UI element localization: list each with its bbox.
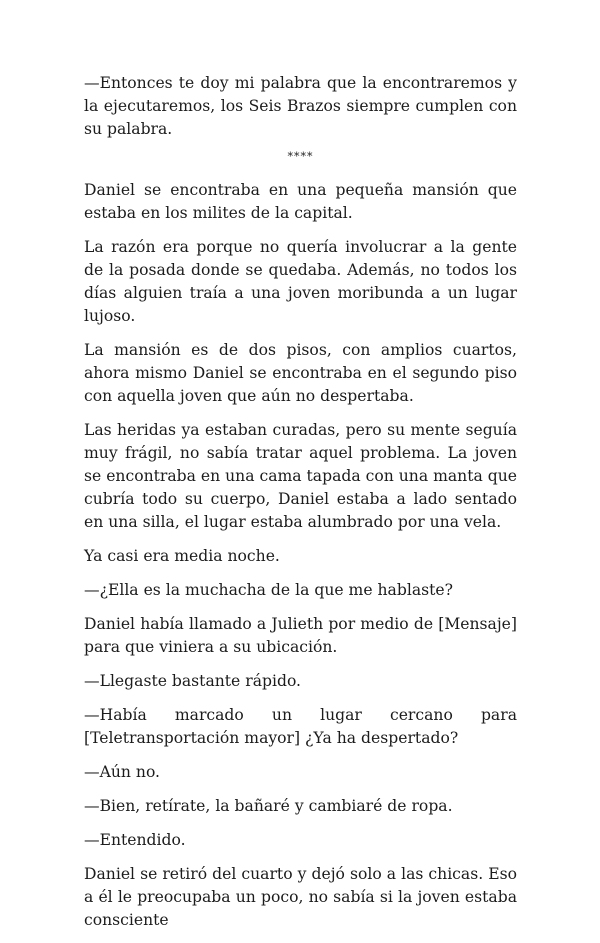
dialogue-line: —Bien, retírate, la bañaré y cambiaré de ropa.: [84, 797, 453, 815]
dialogue-line: —¿Ella es la muchacha de la que me hablaste?: [84, 581, 453, 599]
document-page: [84, 72, 517, 943]
paragraph-wounds: Las heridas ya estaban curadas, pero su mente seguía muy frágil, no sabía tratar aquel problema. La joven se encontraba en una cama tapada con una manta que cubría todo su cuerpo, Daniel estaba a lado sentado en una silla, el lugar estaba alumbrado por una vela.: [84, 421, 517, 531]
dialogue-line: —Entendido.: [84, 831, 186, 849]
paragraph-mansion-description: La mansión es de dos pisos, con amplios cuartos, ahora mismo Daniel se encontraba en el segundo piso con aquella joven que aún no despertaba.: [84, 341, 517, 405]
paragraph-reason: La razón era porque no quería involucrar a la gente de la posada donde se quedaba. Además, no todos los días alguien traía a una joven moribunda a un lugar lujoso.: [84, 238, 517, 325]
paragraph-oath: —Entonces te doy mi palabra que la encontraremos y la ejecutaremos, los Seis Brazos siempre cumplen con su palabra.: [84, 74, 517, 138]
paragraph-julieth-called: Daniel había llamado a Julieth por medio de [Mensaje] para que viniera a su ubicación.: [84, 615, 517, 656]
paragraph-midnight: Ya casi era media noche.: [84, 547, 280, 565]
dialogue-line: —Llegaste bastante rápido.: [84, 672, 302, 690]
dialogue-line: —Aún no.: [84, 763, 161, 781]
scene-separator: ****: [287, 150, 314, 163]
paragraph-mansion-location: Daniel se encontraba en una pequeña mansión que estaba en los milites de la capital.: [84, 181, 517, 222]
dialogue-line: —Había marcado un lugar cercano para [Teletransportación mayor] ¿Ya ha despertado?: [84, 706, 517, 747]
paragraph-daniel-leaves: Daniel se retiró del cuarto y dejó solo a las chicas. Eso a él le preocupaba un poco, no sabía si la joven estaba consciente: [84, 865, 517, 929]
